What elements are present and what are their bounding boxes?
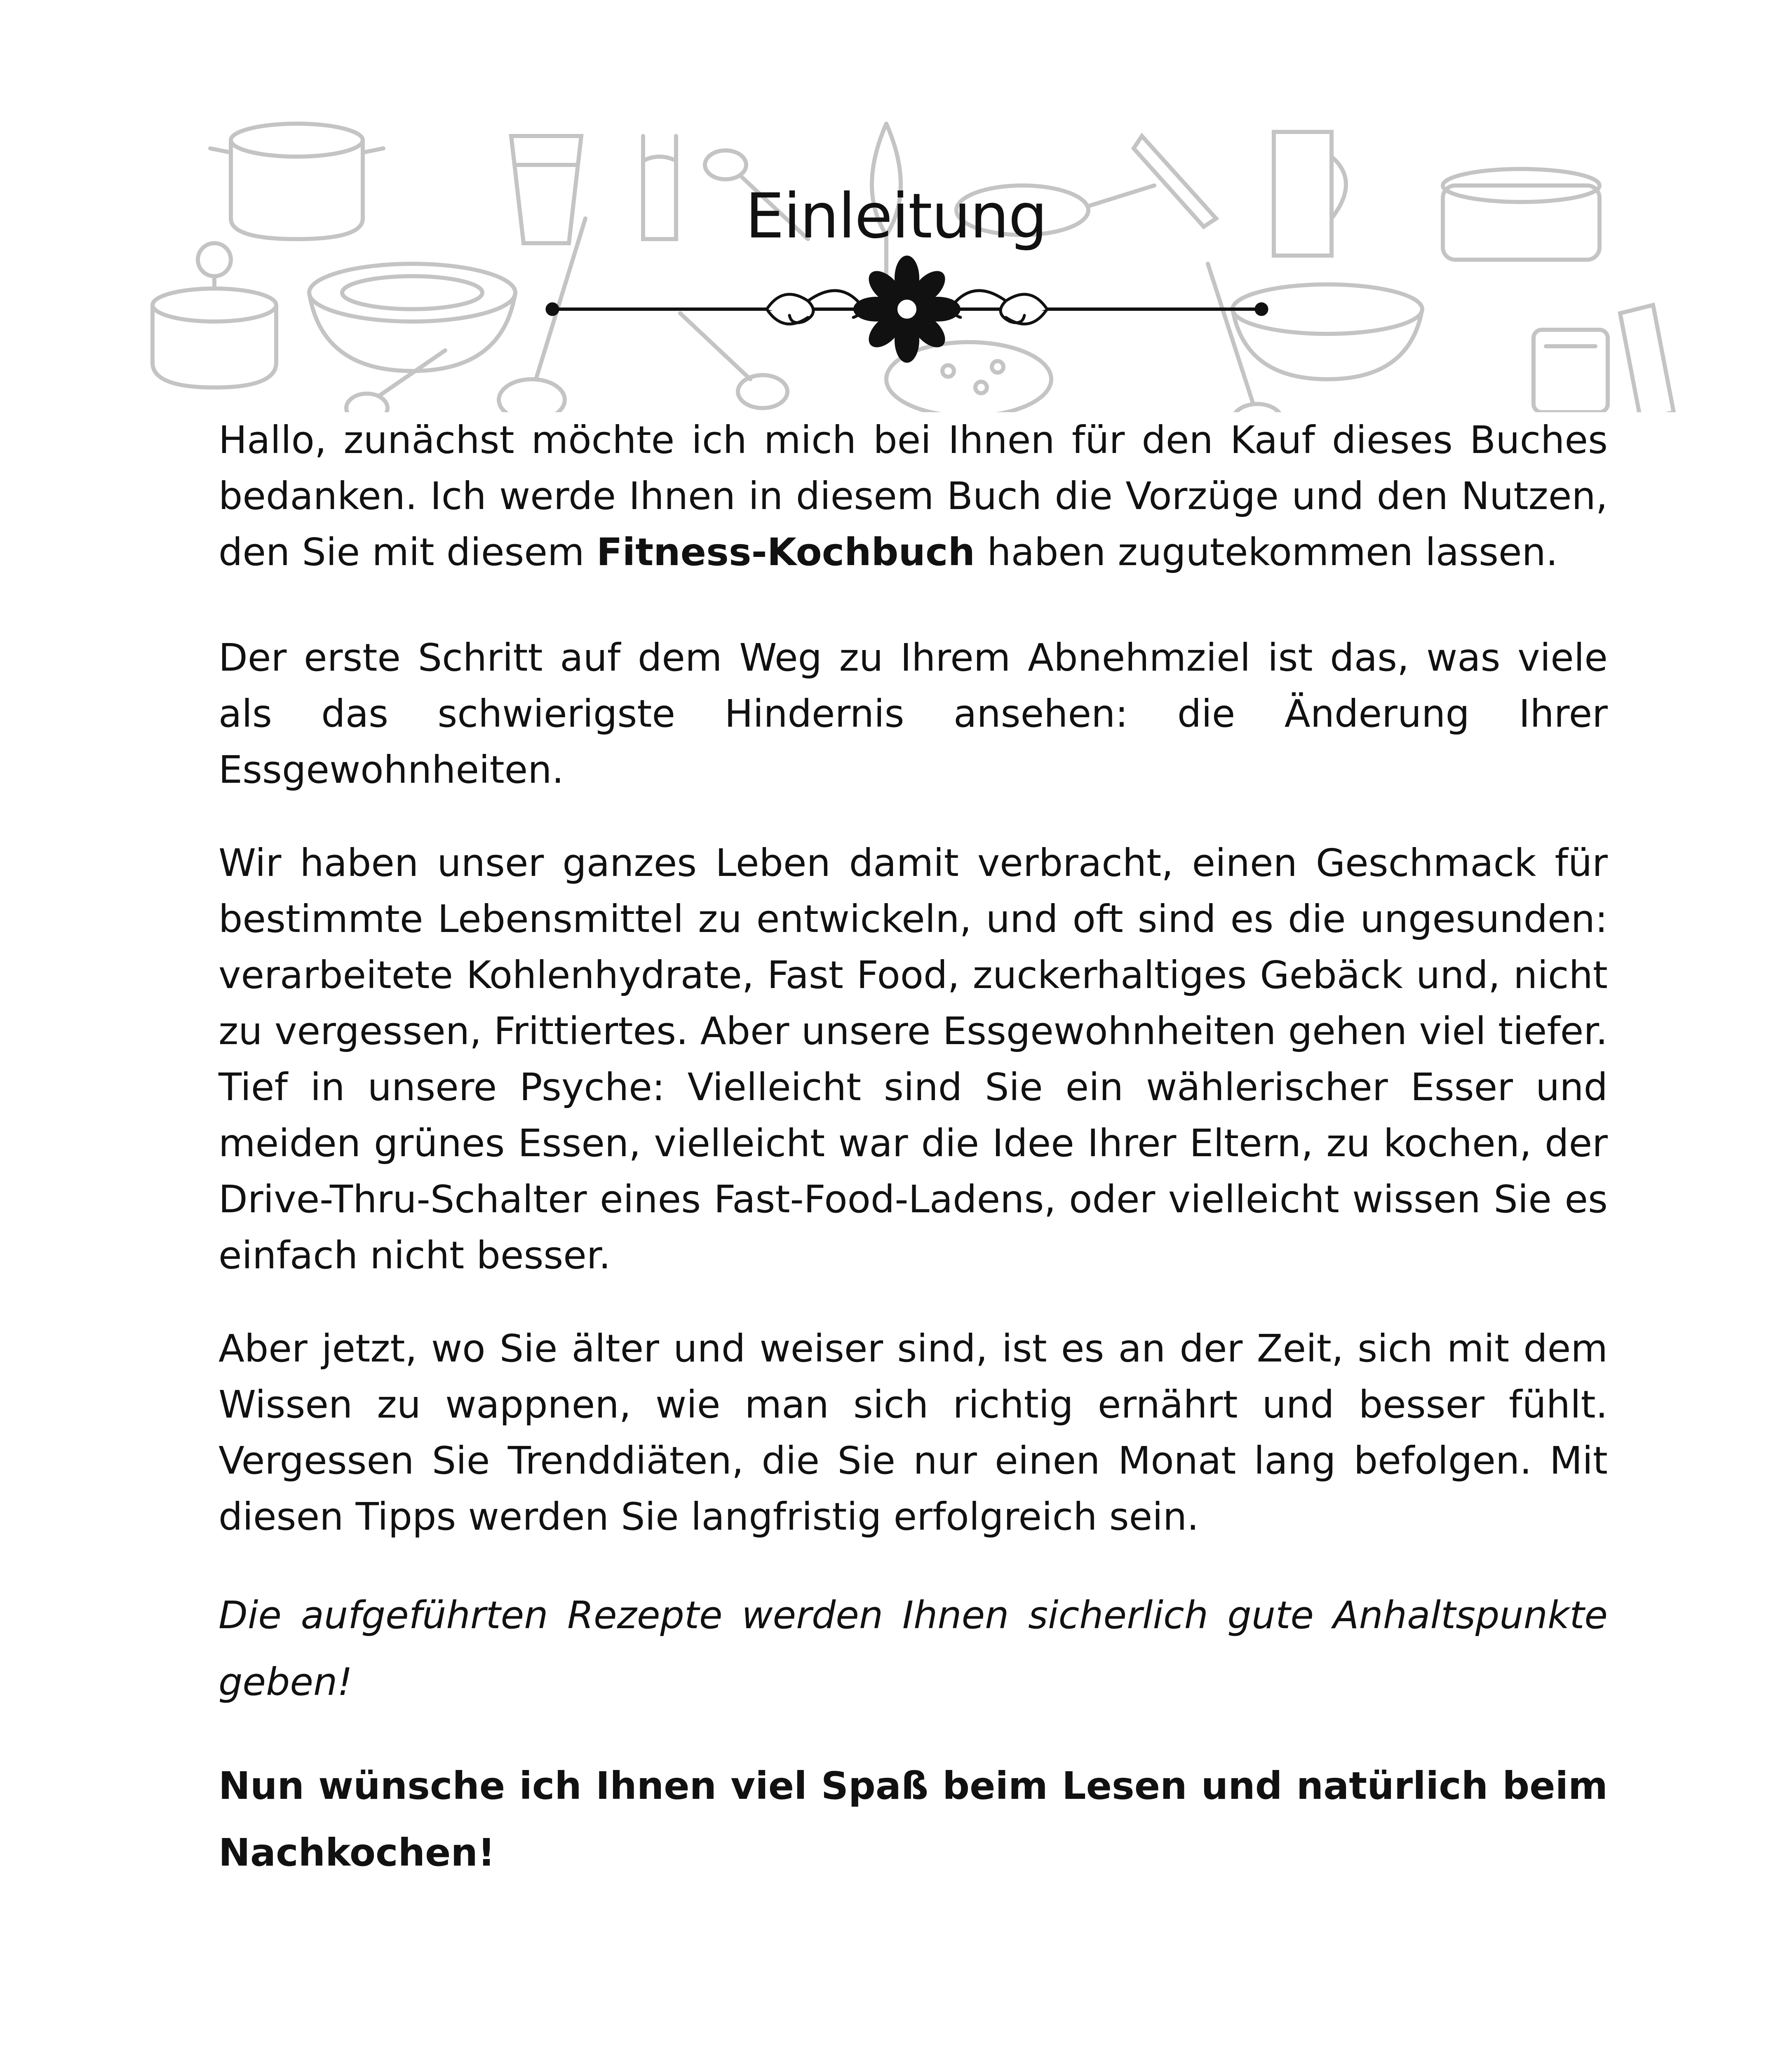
first-step-paragraph: Der erste Schritt auf dem Weg zu Ihrem Abnehmziel ist das, was viele als das schwierigste Hindernis ansehen: die Änderung Ihrer Essgewohnheiten. [218,636,1608,792]
cooking-pot-icon [153,243,276,387]
scale-icon [1534,330,1608,412]
intro-text-start: Hallo, zunächst möchte ich mich bei Ihnen für den Kauf dieses Buches bedanken. Ich werde Ihnen in diesem Buch die Vorzüge und den Nutzen, den Sie mit diesem [218,418,1608,574]
page-title: Einleitung [745,181,1047,252]
body-text [218,412,1608,1923]
recipes-note: Die aufgeführten Rezepte werden Ihnen sicherlich gute Anhaltspunkte geben! [218,1593,1608,1704]
flower-divider-icon [536,256,1278,371]
book-title-emphasis: Fitness-Kochbuch [596,530,975,574]
spoon-icon [346,350,445,412]
habits-paragraph: Wir haben unser ganzes Leben damit verbracht, einen Geschmack für bestimmte Lebensmittel zu entwickeln, und oft sind es die ungesunden: verarbeitete Kohlenhydrate, Fast Food, zuckerhaltiges Gebäck und, nicht zu vergessen, Frittiertes. Aber unsere Essgewohnheiten gehen viel tiefer. Tief in unsere Psyche: Vielleicht sind Sie ein wählerischer Esser und meiden grünes Essen, vielleicht war die Idee Ihrer Eltern, zu kochen, der Drive-Thru-Schalter eines Fast-Food-Ladens, oder vielleicht wissen Sie es einfach nicht besser. [218,841,1608,1277]
intro-text-end: haben zugutekommen lassen. [975,530,1558,574]
intro-paragraph [218,412,1608,580]
bowl-icon [309,264,515,371]
grater-icon [1620,305,1674,412]
closing-wish: Nun wünsche ich Ihnen viel Spaß beim Lesen und natürlich beim Nachkochen! [218,1764,1608,1875]
wisdom-paragraph: Aber jetzt, wo Sie älter und weiser sind, ist es an der Zeit, sich mit dem Wissen zu wappnen, wie man sich richtig ernährt und besser fühlt. Vergessen Sie Trenddiäten, die Sie nur einen Monat lang befolgen. Mit diesen Tipps werden Sie langfristig erfolgreich sein. [218,1326,1608,1539]
